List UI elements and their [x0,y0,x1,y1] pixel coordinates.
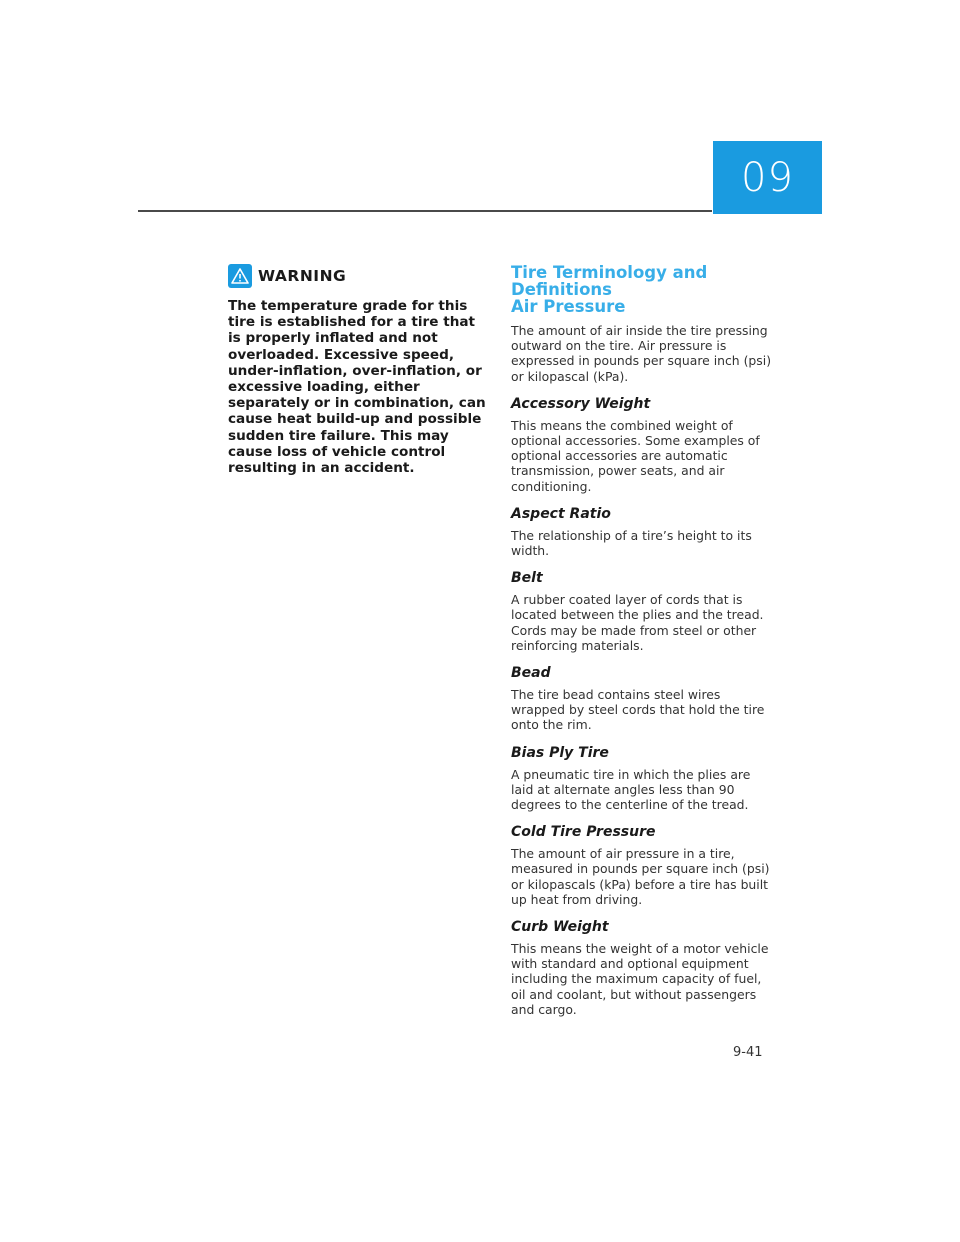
term-definition: A rubber coated layer of cords that is located between the plies and the tread. Cords may be made from steel or other reinforcing materials. [511,592,764,653]
term-heading: Cold Tire Pressure [511,824,656,841]
term-definition: The tire bead contains steel wires wrapped by steel cords that hold the tire onto the rim. [511,687,765,733]
term-definition: This means the weight of a motor vehicle with standard and optional equipment including the maximum capacity of fuel, oil and coolant, but without passengers and cargo. [511,941,769,1017]
warning-triangle-icon [228,264,252,288]
warning-header [228,264,488,288]
term-heading: Accessory Weight [511,395,651,412]
term-definition: The amount of air pressure in a tire, measured in pounds per square inch (psi) or kilopascals (kPa) before a tire has built up heat from driving. [511,846,770,907]
term-definition: A pneumatic tire in which the plies are laid at alternate angles less than 90 degrees to the centerline of the tread. [511,766,751,813]
section-title-line2: Air Pressure [511,297,626,316]
warning-title: WARNING [258,267,347,285]
term-heading: Bead [511,665,551,682]
section-title [511,264,773,315]
section-title-line1: Tire Terminology and Definitions [511,263,708,299]
term-heading: Curb Weight [511,919,609,936]
term-heading: Belt [511,570,543,587]
air-pressure-definition: The amount of air inside the tire pressing outward on the tire. Air pressure is expressed in pounds per square inch (psi) or kilopascal (kPa). [511,323,772,384]
header-rule [138,210,712,212]
term-definition: The relationship of a tire’s height to its width. [511,527,752,559]
term-heading: Aspect Ratio [511,505,611,522]
term-definition: This means the combined weight of optional accessories. Some examples of optional accessories are automatic transmission, power seats, and air conditioning. [511,417,760,494]
terminology-column [511,264,773,1029]
term-heading: Bias Ply Tire [511,744,609,761]
warning-body: The temperature grade for this tire is established for a tire that is properly inflated and not overloaded. Excessive speed, under-inflation, over-inflation, or excessive loading, either separately or in combination, can cause heat build-up and possible sudden tire failure. This may cause loss of vehicle control resulting in an accident. [228,298,486,477]
chapter-tab: 09 [713,141,822,214]
page-number: 9-41 [733,1045,763,1060]
warning-box [228,264,488,476]
